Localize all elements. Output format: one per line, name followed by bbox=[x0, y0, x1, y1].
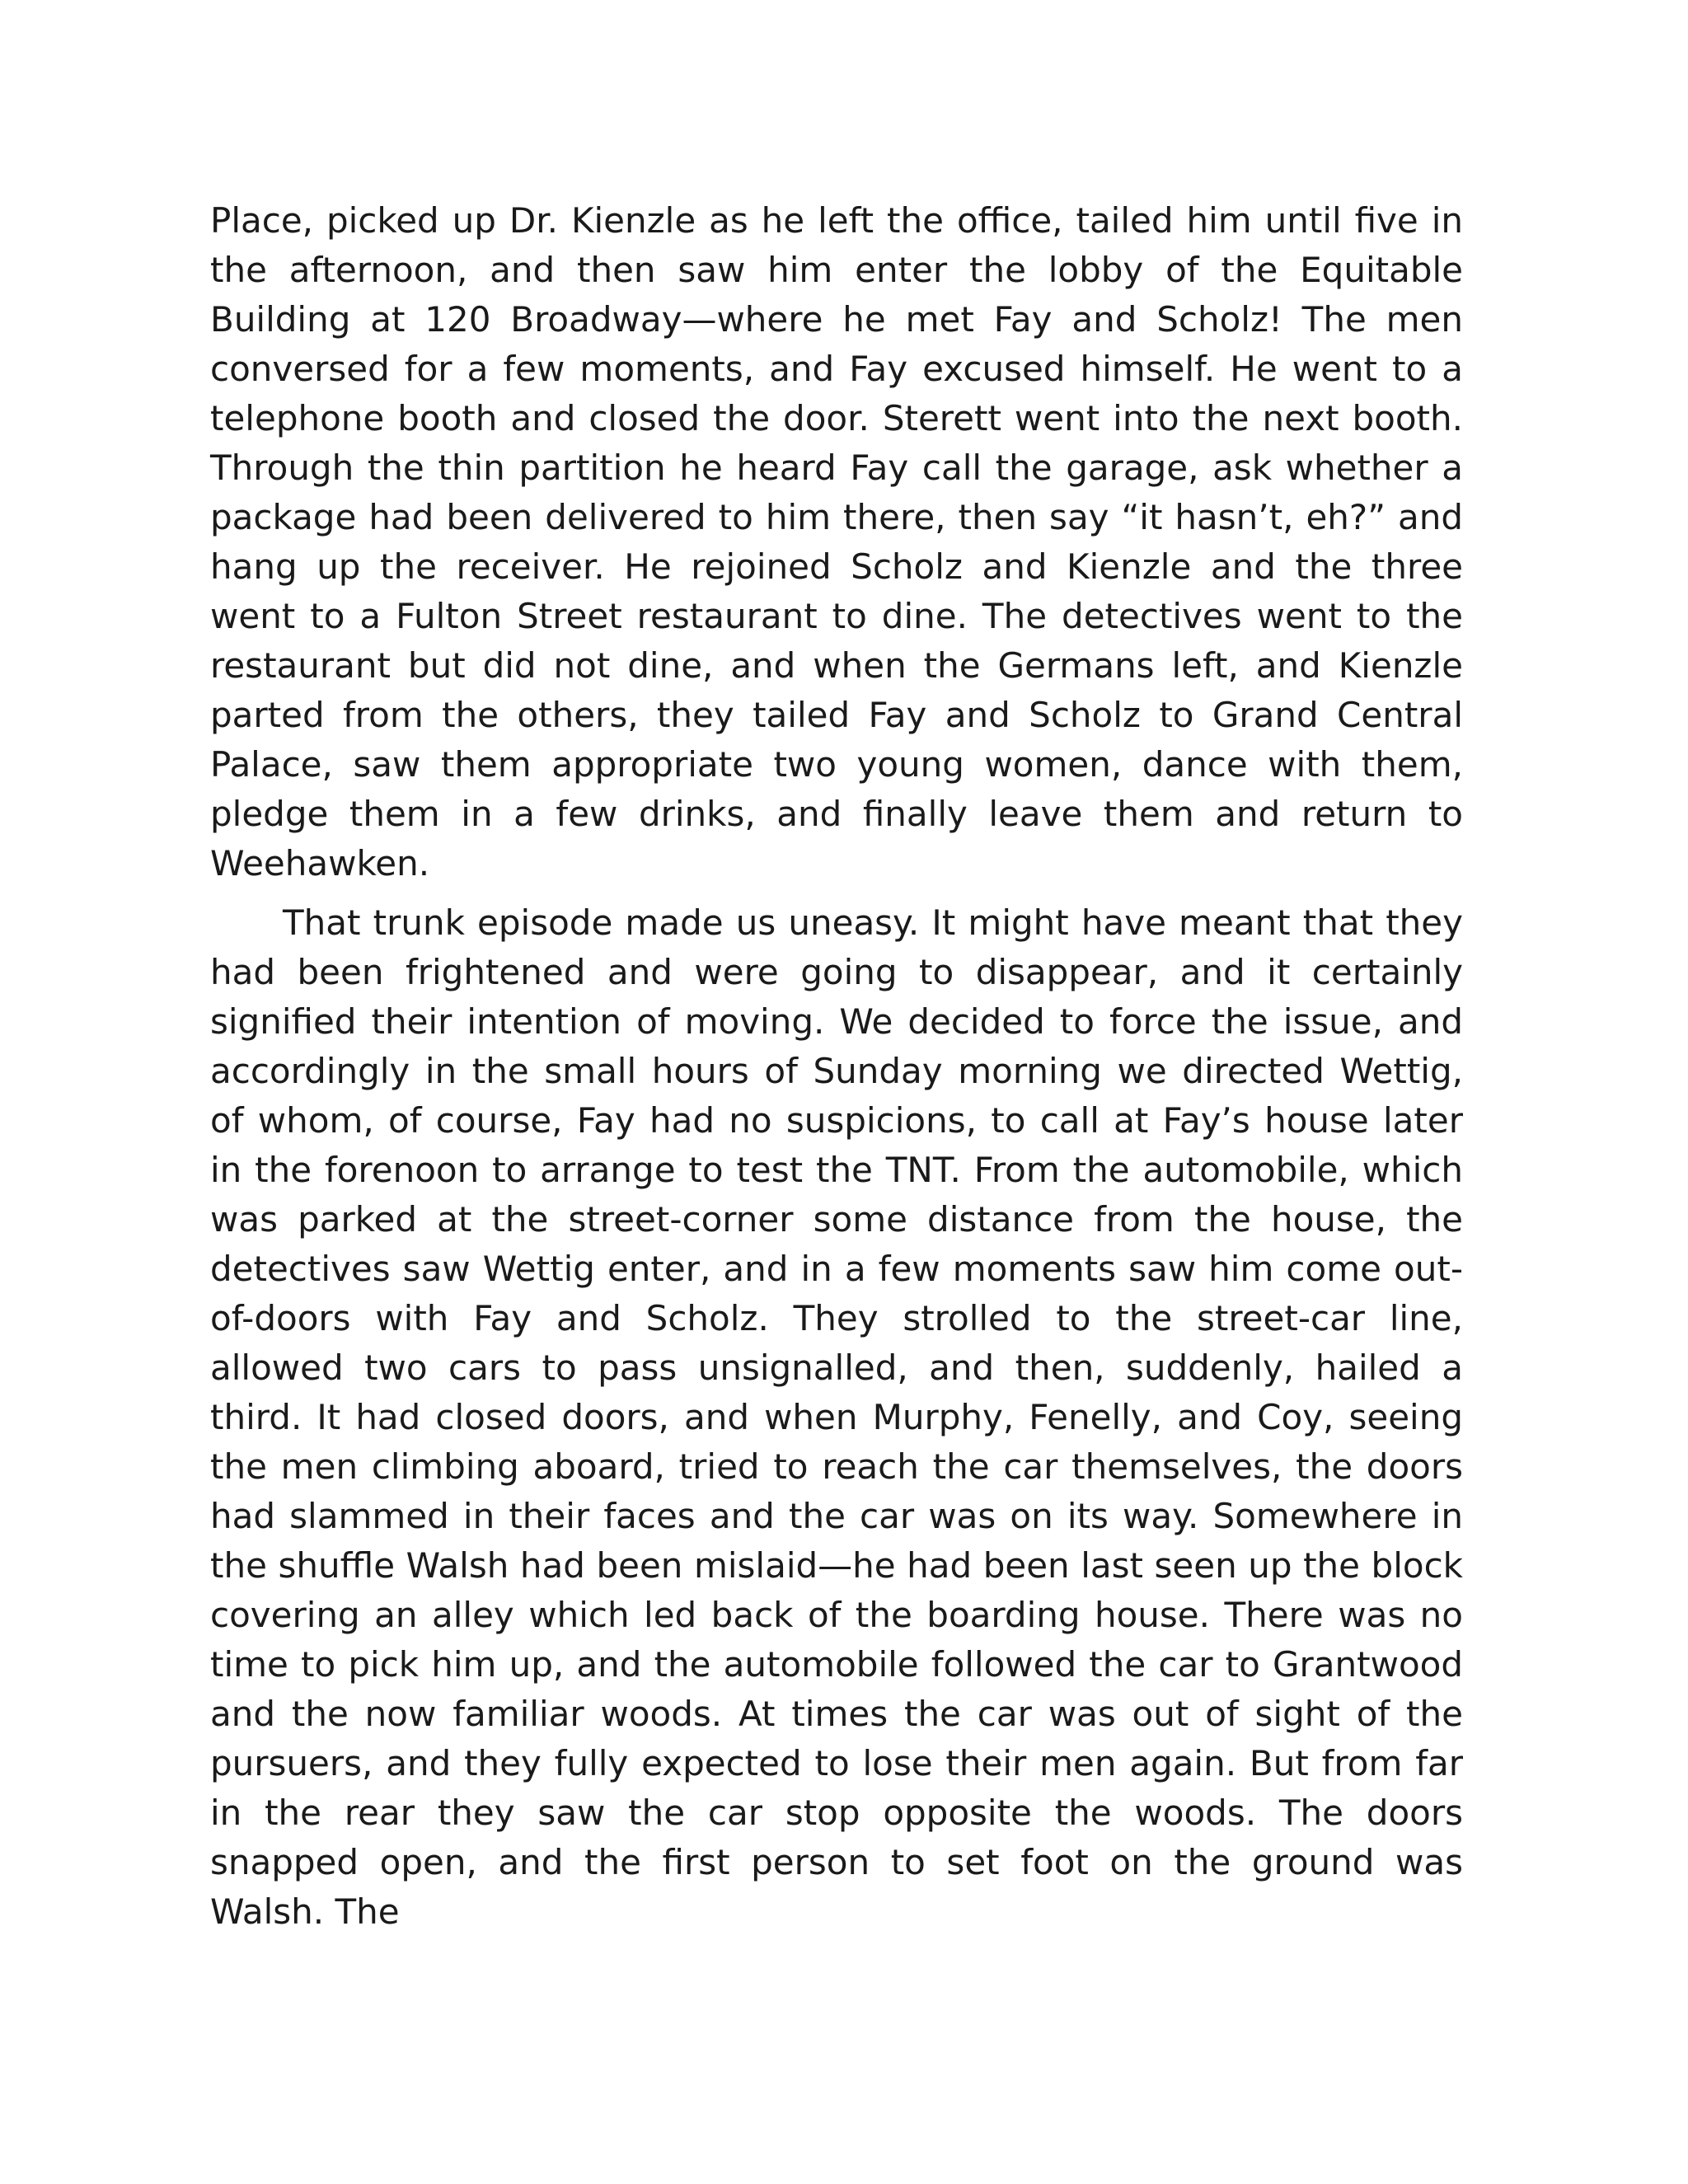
body-text bbox=[210, 196, 1463, 1937]
paragraph-1: Place, picked up Dr. Kienzle as he left the office, tailed him until five in the afternoon, and then saw him enter the lobby of the Equitable Building at 120 Broadway—where he met Fay and Scholz! The men conversed for a few moments, and Fay excused himself. He went to a telephone booth and closed the door. Sterett went into the next booth. Through the thin partition he heard Fay call the garage, ask whether a package had been delivered to him there, then say “it hasn’t, eh?” and hang up the receiver. He rejoined Scholz and Kienzle and the three went to a Fulton Street restaurant to dine. The detectives went to the restaurant but did not dine, and when the Germans left, and Kienzle parted from the others, they tailed Fay and Scholz to Grand Central Palace, saw them appropriate two young women, dance with them, pledge them in a few drinks, and finally leave them and return to Weehawken. bbox=[210, 200, 1463, 883]
paragraph-2: That trunk episode made us uneasy. It might have meant that they had been frightened and were going to disappear, and it certainly signified their intention of moving. We decided to force the issue, and accordingly in the small hours of Sunday morning we directed Wettig, of whom, of course, Fay had no suspicions, to call at Fay’s house later in the forenoon to arrange to test the TNT. From the automobile, which was parked at the street-corner some distance from the house, the detectives saw Wettig enter, and in a few moments saw him come out-of-doors with Fay and Scholz. They strolled to the street-car line, allowed two cars to pass unsignalled, and then, suddenly, hailed a third. It had closed doors, and when Murphy, Fenelly, and Coy, seeing the men climbing aboard, tried to reach the car themselves, the doors had slammed in their faces and the car was on its way. Somewhere in the shuffle Walsh had been mislaid—he had been last seen up the block covering an alley which led back of the boarding house. There was no time to pick him up, and the automobile followed the car to Grantwood and the now familiar woods. At times the car was out of sight of the pursuers, and they fully expected to lose their men again. But from far in the rear they saw the car stop opposite the woods. The doors snapped open, and the first person to set foot on the ground was Walsh. The bbox=[210, 902, 1463, 1932]
